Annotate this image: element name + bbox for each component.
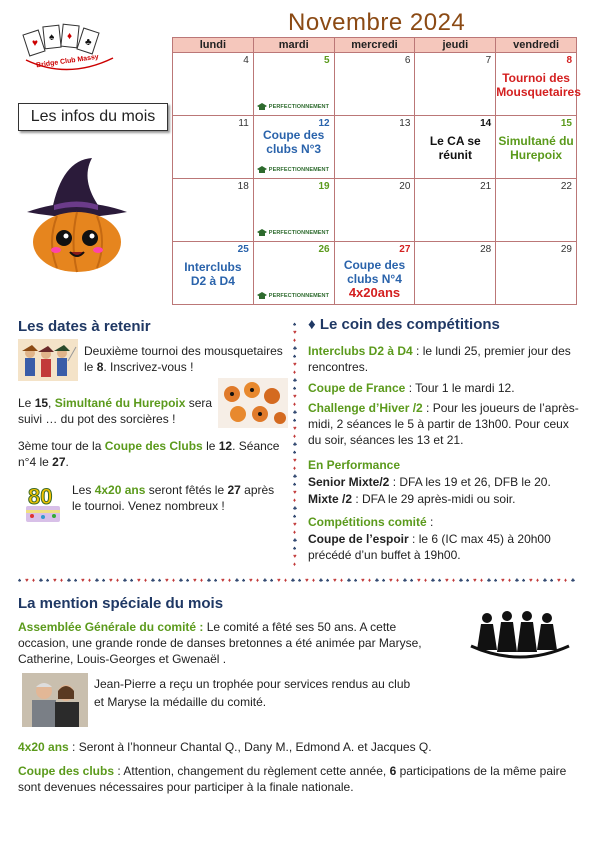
svg-text:♦: ♦ [200, 578, 204, 583]
coin-mixte: Mixte /2 : DFA le 29 après-midi ou soir. [308, 492, 516, 506]
calendar-day [415, 53, 496, 116]
calendar-day [173, 116, 254, 179]
svg-text:♥: ♥ [32, 38, 38, 49]
svg-text:♠: ♠ [46, 578, 50, 583]
svg-text:♥: ♥ [137, 578, 141, 583]
svg-text:♥: ♥ [305, 578, 309, 583]
club-logo [18, 20, 118, 84]
svg-text:♣: ♣ [291, 578, 295, 583]
svg-text:♥: ♥ [81, 578, 85, 583]
dates-p3: 3ème tour de la Coupe des Clubs le 12. Séance n°4 le 27. [18, 439, 280, 469]
perfectionnement-badge [257, 292, 329, 300]
coin-performance: En Performance [308, 458, 401, 472]
event-line: Tournoi des [502, 71, 570, 85]
calendar-header-1: mardi [253, 38, 334, 53]
svg-text:♥: ♥ [333, 578, 337, 583]
mention-ag: Assemblée Générale du comité : Le comité a fêté ses 50 ans. A cette occasion, une grande ronde de danses bretonnes a été animée par Maryse, Catherine, Louis-Georges et Gwenaël . [18, 620, 422, 666]
svg-text:♣: ♣ [39, 578, 43, 583]
dates-p2: Le 15, Simultané du Hurepoix sera suivi … du pot des sorcières ! [18, 396, 213, 426]
svg-text:♠: ♠ [293, 482, 297, 488]
graduation-cap-icon [257, 166, 267, 174]
calendar-day [334, 242, 415, 305]
perfectionnement-badge [257, 103, 329, 111]
svg-text:♦: ♦ [256, 578, 260, 583]
calendar-day [334, 116, 415, 179]
svg-text:♣: ♣ [515, 578, 519, 583]
svg-text:♣: ♣ [293, 378, 297, 384]
svg-text:♦: ♦ [116, 578, 120, 583]
svg-text:♣: ♣ [347, 578, 351, 583]
svg-text:♣: ♣ [207, 578, 211, 583]
calendar-day [415, 179, 496, 242]
perfectionnement-label: PERFECTIONNEMENT [268, 293, 330, 299]
svg-text:♣: ♣ [293, 346, 297, 352]
svg-text:♦: ♦ [312, 578, 316, 583]
coin-comite: Compétitions comité : [308, 515, 434, 529]
svg-text:♠: ♠ [494, 578, 498, 583]
calendar [172, 37, 581, 305]
mention-4x20: 4x20 ans : Seront à l’honneur Chantal Q., Dany M., Edmond A. et Jacques Q. [18, 740, 432, 754]
svg-text:♦: ♦ [172, 578, 176, 583]
svg-text:♦: ♦ [368, 578, 372, 583]
svg-text:♠: ♠ [293, 354, 297, 360]
svg-text:♦: ♦ [293, 338, 297, 344]
event-line: Le CA se [429, 134, 481, 148]
svg-text:♥: ♥ [293, 490, 297, 496]
day-number: 12 [318, 118, 330, 129]
svg-text:♦: ♦ [284, 578, 288, 583]
svg-text:♣: ♣ [431, 578, 435, 583]
svg-text:♥: ♥ [501, 578, 505, 583]
calendar-header-4: vendredi [496, 38, 577, 53]
svg-text:♣: ♣ [375, 578, 379, 583]
competitions-heading: ♦ Le coin des compétitions [308, 316, 500, 333]
suits-divider [18, 575, 578, 583]
day-number: 25 [237, 244, 249, 255]
calendar-week [173, 53, 577, 116]
svg-text:♥: ♥ [25, 578, 29, 583]
day-number: 8 [566, 55, 572, 66]
svg-text:♠: ♠ [466, 578, 470, 583]
svg-text:♦: ♦ [452, 578, 456, 583]
calendar-day [496, 116, 577, 179]
svg-text:♣: ♣ [235, 578, 239, 583]
graduation-cap-icon [257, 103, 267, 111]
calendar-day [253, 116, 334, 179]
svg-text:♥: ♥ [293, 362, 297, 368]
logo-text: Bridge Club Massy [35, 53, 100, 70]
perfectionnement-badge [257, 166, 329, 174]
svg-text:♥: ♥ [445, 578, 449, 583]
svg-text:♦: ♦ [32, 578, 36, 583]
svg-text:♠: ♠ [74, 578, 78, 583]
event-line: Coupe des [263, 128, 325, 142]
svg-text:♠: ♠ [326, 578, 330, 583]
dates-heading: Les dates à retenir [18, 318, 151, 335]
calendar-event [254, 128, 334, 156]
calendar-event [496, 134, 576, 162]
calendar-header-2: mercredi [334, 38, 415, 53]
svg-text:♥: ♥ [417, 578, 421, 583]
event-extra: 4x20ans [348, 285, 401, 300]
day-number: 6 [404, 55, 411, 66]
infos-title: Les infos du mois [18, 103, 168, 131]
vertical-divider [293, 320, 299, 570]
calendar-week [173, 242, 577, 305]
svg-text:♠: ♠ [410, 578, 414, 583]
svg-text:♥: ♥ [293, 394, 297, 400]
day-number: 15 [560, 118, 572, 129]
calendar-event [173, 260, 253, 288]
svg-text:♠: ♠ [293, 514, 297, 520]
svg-text:♦: ♦ [424, 578, 428, 583]
svg-text:♠: ♠ [293, 386, 297, 392]
svg-text:♣: ♣ [293, 410, 297, 416]
calendar-header-0: lundi [173, 38, 254, 53]
svg-text:♠: ♠ [18, 578, 22, 583]
calendar-week [173, 116, 577, 179]
day-number: 29 [560, 244, 572, 255]
calendar-event [335, 258, 415, 300]
svg-text:♦: ♦ [396, 578, 400, 583]
svg-text:♦: ♦ [536, 578, 540, 583]
svg-text:♣: ♣ [487, 578, 491, 583]
calendar-day [334, 53, 415, 116]
svg-text:♣: ♣ [571, 578, 575, 583]
calendar-day [173, 242, 254, 305]
svg-text:♠: ♠ [158, 578, 162, 583]
svg-text:♥: ♥ [165, 578, 169, 583]
day-number: 13 [399, 118, 411, 129]
svg-text:♣: ♣ [319, 578, 323, 583]
coin-coupe-france: Coupe de France : Tour 1 le mardi 12. [308, 381, 515, 395]
svg-text:♥: ♥ [109, 578, 113, 583]
svg-text:♠: ♠ [293, 322, 297, 328]
svg-text:80: 80 [28, 484, 53, 509]
calendar-day [173, 179, 254, 242]
svg-text:♥: ♥ [557, 578, 561, 583]
svg-text:♥: ♥ [293, 426, 297, 432]
svg-text:♦: ♦ [293, 562, 297, 568]
event-line: clubs N°3 [266, 142, 322, 156]
svg-text:♥: ♥ [193, 578, 197, 583]
svg-text:♦: ♦ [144, 578, 148, 583]
svg-text:♦: ♦ [293, 498, 297, 504]
perfectionnement-badge [257, 229, 329, 237]
svg-text:♥: ♥ [293, 554, 297, 560]
calendar-event [415, 134, 495, 162]
day-number: 21 [480, 181, 492, 192]
calendar-event [496, 71, 581, 99]
svg-text:♣: ♣ [151, 578, 155, 583]
coin-senior: Senior Mixte/2 : DFA les 19 et 26, DFB le 20. [308, 475, 551, 489]
svg-text:♣: ♣ [459, 578, 463, 583]
coin-challenge: Challenge d’Hiver /2 : Pour les joueurs de l’après-midi, 2 séances le 5 à partir de 13h00. Pour ceux du soir, séances les 13 et 21. [308, 401, 579, 447]
svg-text:♦: ♦ [293, 370, 297, 376]
svg-text:♠: ♠ [293, 546, 297, 552]
svg-text:♦: ♦ [564, 578, 568, 583]
breton-dancers-image [465, 606, 575, 668]
svg-text:♣: ♣ [85, 37, 92, 48]
svg-text:♦: ♦ [67, 31, 73, 42]
day-number: 7 [485, 55, 492, 66]
birthday-cake-80-image [22, 480, 64, 524]
svg-text:♠: ♠ [102, 578, 106, 583]
svg-text:♥: ♥ [473, 578, 477, 583]
svg-text:♦: ♦ [293, 466, 297, 472]
event-line: Interclubs [184, 260, 242, 274]
svg-text:♥: ♥ [293, 522, 297, 528]
day-number: 5 [324, 55, 330, 66]
svg-text:♦: ♦ [293, 434, 297, 440]
event-line: Coupe des [343, 258, 406, 272]
day-number: 14 [480, 118, 492, 129]
svg-text:♣: ♣ [403, 578, 407, 583]
svg-text:♦: ♦ [88, 578, 92, 583]
svg-text:♣: ♣ [263, 578, 267, 583]
svg-text:♠: ♠ [354, 578, 358, 583]
calendar-day [415, 116, 496, 179]
month-title: Novembre 2024 [288, 9, 466, 36]
dates-p1: Deuxième tournoi des mousquetaires le 8. Inscrivez-vous ! [84, 344, 283, 374]
mention-jp-line1: Jean-Pierre a reçu un trophée pour services rendus au club [94, 677, 411, 691]
day-number: 26 [318, 244, 330, 255]
svg-text:♥: ♥ [221, 578, 225, 583]
calendar-day [496, 53, 581, 116]
perfectionnement-label: PERFECTIONNEMENT [268, 167, 330, 173]
mention-heading: La mention spéciale du mois [18, 595, 224, 612]
svg-text:♣: ♣ [95, 578, 99, 583]
svg-text:♣: ♣ [123, 578, 127, 583]
musketeers-image [18, 339, 78, 381]
cakes-image [218, 378, 288, 428]
calendar-header-3: jeudi [415, 38, 496, 53]
svg-text:♣: ♣ [293, 538, 297, 544]
perfectionnement-label: PERFECTIONNEMENT [268, 230, 330, 236]
graduation-cap-icon [257, 229, 267, 237]
day-number: 20 [399, 181, 411, 192]
calendar-day [496, 242, 577, 305]
svg-text:♣: ♣ [293, 506, 297, 512]
mention-coupe: Coupe des clubs : Attention, changement du règlement cette année, 6 participations de la même paire sont devenues nécessaires pour participer à la finale nationale. [18, 764, 567, 794]
calendar-day [173, 53, 254, 116]
svg-text:♥: ♥ [53, 578, 57, 583]
svg-text:♥: ♥ [277, 578, 281, 583]
calendar-day [253, 242, 334, 305]
dates-p4: Les 4x20 ans seront fêtés le 27 après le tournoi. Venez nombreux ! [72, 483, 275, 513]
svg-text:♣: ♣ [543, 578, 547, 583]
svg-text:♦: ♦ [508, 578, 512, 583]
svg-text:♠: ♠ [298, 578, 302, 583]
calendar-day [496, 179, 577, 242]
svg-text:♦: ♦ [480, 578, 484, 583]
event-line: réunit [438, 148, 472, 162]
day-number: 4 [243, 55, 249, 66]
jean-pierre-maryse-photo [22, 673, 88, 727]
svg-text:♠: ♠ [49, 32, 55, 43]
svg-text:♣: ♣ [179, 578, 183, 583]
calendar-week [173, 179, 577, 242]
svg-text:♠: ♠ [242, 578, 246, 583]
svg-text:♥: ♥ [389, 578, 393, 583]
day-number: 19 [318, 181, 330, 192]
svg-text:♦: ♦ [293, 530, 297, 536]
svg-text:♠: ♠ [270, 578, 274, 583]
day-number: 28 [480, 244, 492, 255]
svg-text:♥: ♥ [293, 458, 297, 464]
event-line: Mousquetaires [496, 85, 581, 99]
svg-text:♥: ♥ [249, 578, 253, 583]
svg-text:♠: ♠ [293, 450, 297, 456]
day-number: 11 [238, 118, 249, 129]
svg-text:♦: ♦ [60, 578, 64, 583]
svg-text:♦: ♦ [228, 578, 232, 583]
calendar-day [415, 242, 496, 305]
svg-text:♥: ♥ [361, 578, 365, 583]
svg-text:♠: ♠ [186, 578, 190, 583]
svg-text:♦: ♦ [340, 578, 344, 583]
day-number: 27 [399, 244, 411, 255]
day-number: 18 [237, 181, 249, 192]
calendar-day [334, 179, 415, 242]
svg-text:♥: ♥ [293, 330, 297, 336]
svg-text:♠: ♠ [522, 578, 526, 583]
graduation-cap-icon [257, 292, 267, 300]
svg-text:♠: ♠ [438, 578, 442, 583]
witch-pumpkin-image [22, 150, 132, 275]
coin-espoir: Coupe de l’espoir : le 6 (IC max 45) à 20h00 précédé d’un buffet à 19h00. [308, 532, 551, 562]
event-line: D2 à D4 [190, 274, 235, 288]
day-number: 22 [560, 181, 572, 192]
calendar-day [253, 53, 334, 116]
svg-text:♣: ♣ [293, 442, 297, 448]
event-line: clubs N°4 [347, 272, 402, 286]
calendar-day [253, 179, 334, 242]
svg-text:♠: ♠ [382, 578, 386, 583]
svg-text:♦: ♦ [293, 402, 297, 408]
svg-text:♠: ♠ [293, 418, 297, 424]
svg-text:♠: ♠ [130, 578, 134, 583]
svg-text:♣: ♣ [293, 474, 297, 480]
event-line: Hurepoix [510, 148, 563, 162]
coin-interclubs: Interclubs D2 à D4 : le lundi 25, premier jour des rencontres. [308, 344, 571, 374]
svg-text:♥: ♥ [529, 578, 533, 583]
mention-jp-line2: et Maryse la médaille du comité. [94, 695, 267, 709]
svg-text:♣: ♣ [67, 578, 71, 583]
perfectionnement-label: PERFECTIONNEMENT [268, 104, 330, 110]
svg-text:♠: ♠ [214, 578, 218, 583]
event-line: Simultané du [498, 134, 574, 148]
svg-text:♠: ♠ [550, 578, 554, 583]
